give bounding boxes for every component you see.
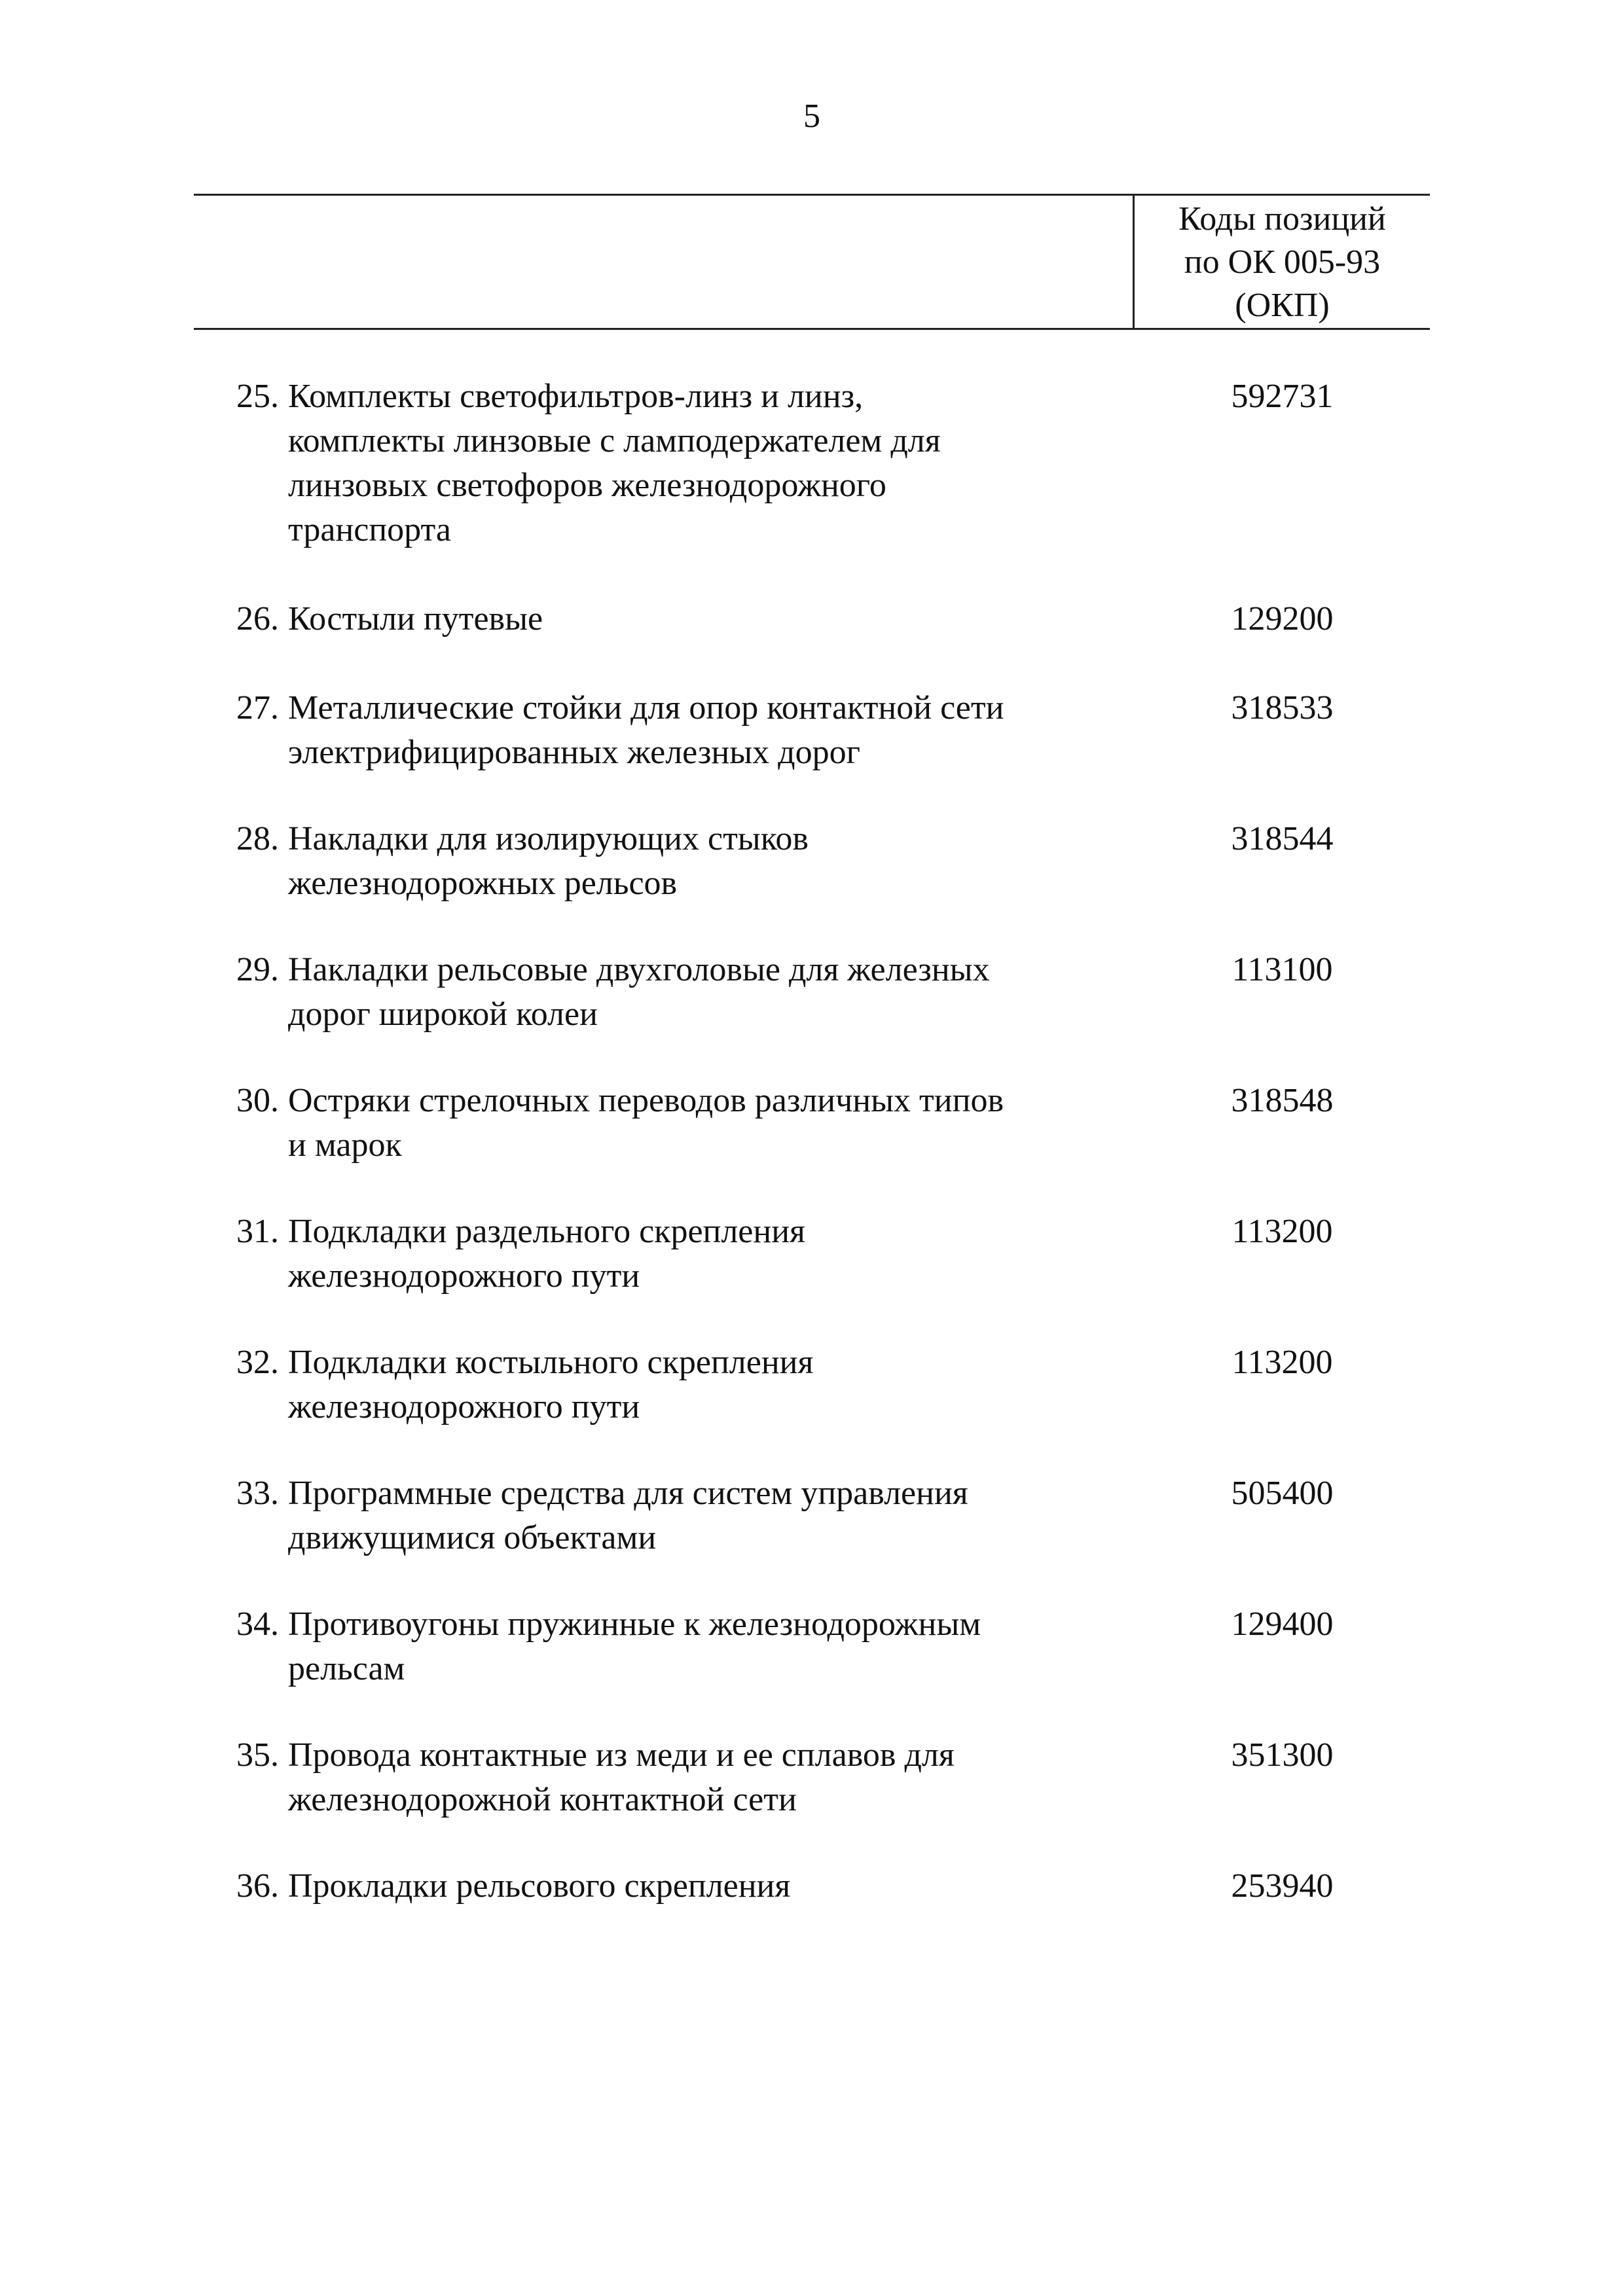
item-description-line: Комплекты светофильтров-линз и линз, (288, 378, 864, 415)
header-rule-bottom (194, 328, 1430, 330)
item-number: 25. (236, 378, 279, 415)
item-description-line: Костыли путевые (288, 600, 543, 637)
item-description-line: Программные средства для систем управления (288, 1475, 968, 1512)
item-description (288, 1733, 1113, 1822)
item-description-line: транспорта (288, 511, 451, 548)
item-code: 318548 (1231, 1082, 1334, 1119)
item-description-line: Прокладки рельсового скрепления (288, 1867, 791, 1905)
item-description (288, 948, 1113, 1037)
item-description-line: Накладки для изолирующих стыков (288, 820, 809, 857)
item-description (288, 817, 1113, 906)
item-number: 36. (236, 1867, 279, 1905)
item-description-line: Провода контактные из меди и ее сплавов для (288, 1736, 955, 1774)
item-number: 28. (236, 820, 279, 857)
list-item (0, 1210, 1623, 1299)
item-number: 27. (236, 689, 279, 726)
list-item (0, 1340, 1623, 1429)
item-description-line: комплекты линзовые с ламподержателем для (288, 422, 941, 459)
item-code: 592731 (1231, 378, 1334, 415)
item-number: 33. (236, 1475, 279, 1512)
item-code: 113100 (1231, 951, 1333, 988)
item-description-line: Остряки стрелочных переводов различных типов (288, 1082, 1004, 1119)
item-code: 129400 (1231, 1605, 1334, 1643)
item-code: 253940 (1231, 1867, 1334, 1905)
header-codes-line-3: (ОКП) (1235, 287, 1330, 324)
list-item (0, 1471, 1623, 1560)
list-item (0, 948, 1623, 1037)
item-description-line: железнодорожного пути (288, 1257, 640, 1295)
item-number: 31. (236, 1213, 279, 1250)
item-number: 30. (236, 1082, 279, 1119)
list-item (0, 1864, 1623, 1909)
item-code: 129200 (1231, 600, 1334, 637)
list-item (0, 817, 1623, 906)
item-description (288, 1210, 1113, 1299)
item-description (288, 1471, 1113, 1560)
item-description-line: Подкладки раздельного скрепления (288, 1213, 805, 1250)
header-rule-top (194, 194, 1430, 196)
item-description-line: движущимися объектами (288, 1519, 657, 1556)
item-code: 318533 (1231, 689, 1334, 726)
item-description-line: рельсам (288, 1650, 405, 1687)
item-description-line: железнодорожного пути (288, 1388, 640, 1426)
header-codes-line-2: по ОК 005-93 (1184, 243, 1381, 281)
item-description-line: Металлические стойки для опор контактной сети (288, 689, 1004, 726)
item-description-line: Подкладки костыльного скрепления (288, 1344, 814, 1381)
item-code: 505400 (1231, 1475, 1334, 1512)
header-codes-cell (1135, 198, 1430, 327)
item-description (288, 597, 1113, 641)
list-item (0, 686, 1623, 775)
item-description-line: железнодорожных рельсов (288, 865, 678, 902)
list-item (0, 1733, 1623, 1822)
item-description (288, 1079, 1113, 1168)
page-number: 5 (803, 98, 820, 135)
item-number: 26. (236, 600, 279, 637)
item-code: 318544 (1231, 820, 1334, 857)
item-number: 35. (236, 1736, 279, 1774)
item-number: 29. (236, 951, 279, 988)
item-description (288, 1340, 1113, 1429)
item-number: 32. (236, 1344, 279, 1381)
item-description (288, 686, 1113, 775)
item-description (288, 1864, 1113, 1909)
list-item (0, 1079, 1623, 1168)
list-item (0, 1602, 1623, 1691)
list-item (0, 374, 1623, 552)
item-number: 34. (236, 1605, 279, 1643)
item-description-line: и марок (288, 1126, 402, 1164)
item-description (288, 1602, 1113, 1691)
item-code: 113200 (1231, 1344, 1333, 1381)
item-description-line: электрифицированных железных дорог (288, 734, 860, 771)
item-code: 351300 (1231, 1736, 1334, 1774)
item-description-line: железнодорожной контактной сети (288, 1781, 797, 1818)
item-description-line: Противоугоны пружинные к железнодорожным (288, 1605, 981, 1643)
item-code: 113200 (1231, 1213, 1333, 1250)
list-item (0, 597, 1623, 641)
item-description-line: Накладки рельсовые двухголовые для железных (288, 951, 990, 988)
header-codes-line-1: Коды позиций (1178, 200, 1386, 238)
item-description-line: дорог широкой колеи (288, 996, 598, 1033)
item-description-line: линзовых светофоров железнодорожного (288, 467, 886, 504)
item-description (288, 374, 1113, 552)
